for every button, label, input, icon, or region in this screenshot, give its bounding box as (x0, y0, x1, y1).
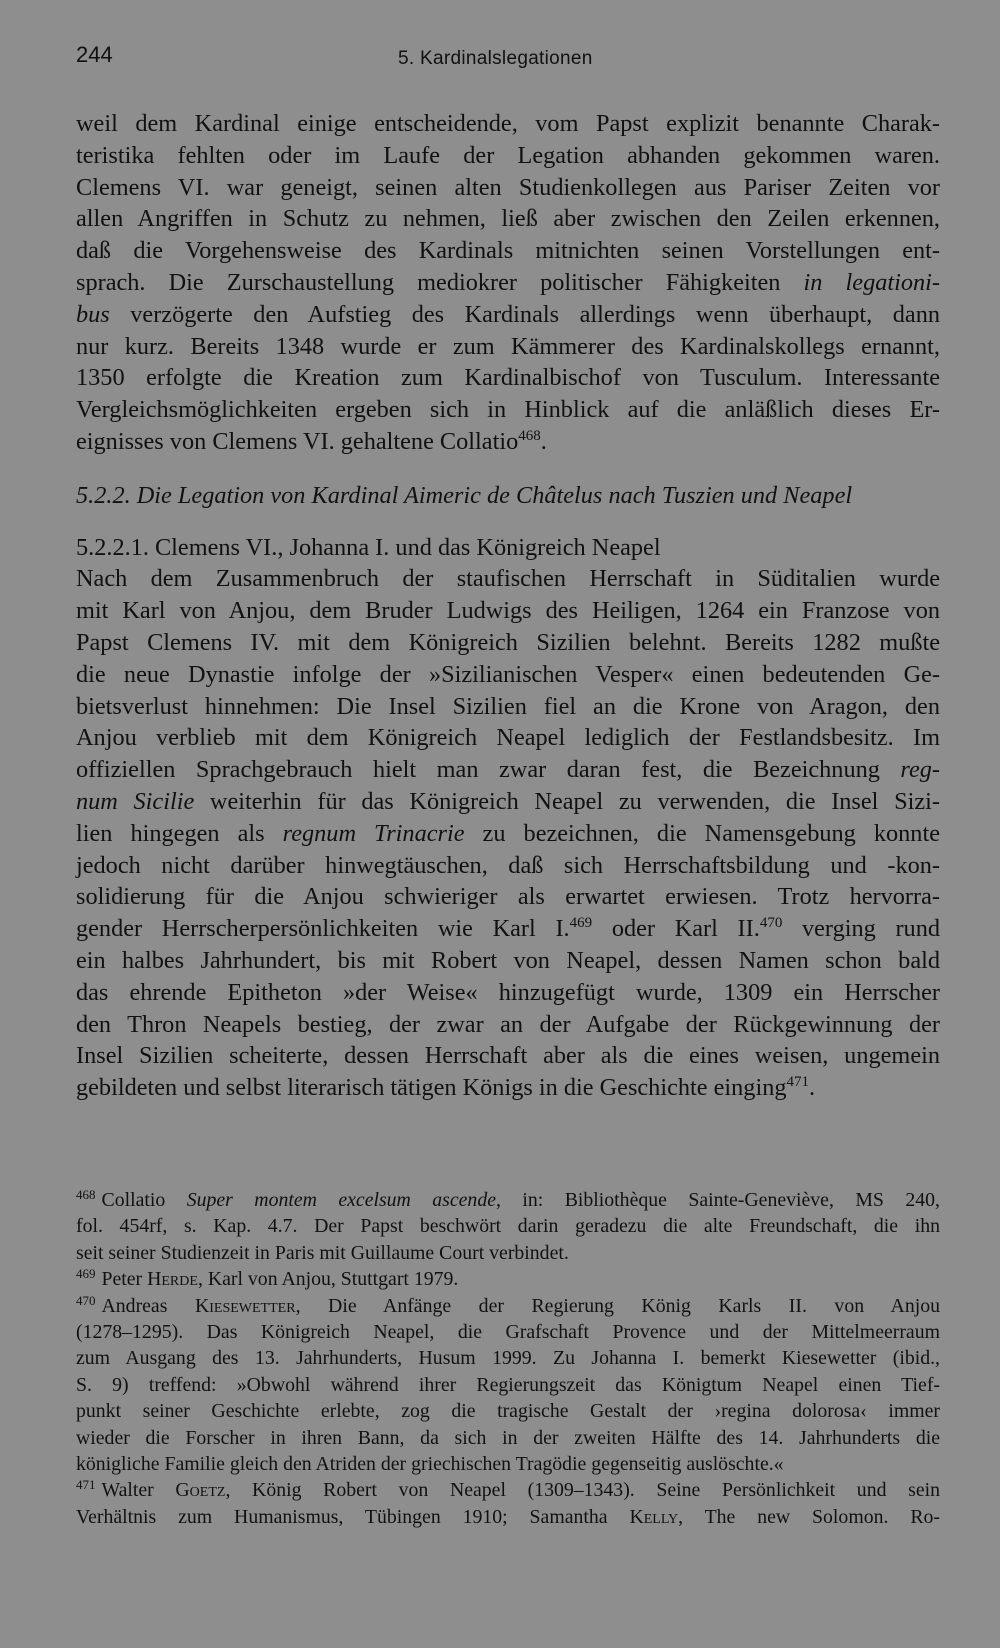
text-line: zum Ausgang des 13. Jahrhunderts, Husum 1999. Zu Johanna I. bemerkt Kiesewetter (ibid., (76, 1347, 940, 1370)
footnote-ref[interactable]: 470 (759, 915, 783, 932)
text-line (76, 786, 940, 818)
text-run: , in: Bibliothèque Sainte-Geneviève, MS 240, (496, 1189, 940, 1211)
text-run: lien hingegen als (76, 819, 283, 847)
text-line (76, 267, 940, 299)
text-line (76, 1293, 940, 1319)
text-line (76, 1266, 940, 1292)
main-text (76, 108, 940, 1104)
paragraph-1 (76, 108, 940, 458)
text-line: den Thron Neapels bestieg, der zwar an der Aufgabe der Rückgewinnung der (76, 1010, 940, 1038)
text-run: , Karl von Anjou, Stuttgart 1979. (197, 1268, 459, 1291)
footnote-470 (76, 1293, 940, 1478)
footnote-ref[interactable]: 468 (518, 427, 541, 444)
author-surname: Kiesewetter (194, 1294, 296, 1317)
author-surname: Goetz (175, 1479, 226, 1502)
text-line (76, 818, 940, 850)
text-run: Verhältnis zum Humanismus, Tübingen 1910; Samantha (76, 1505, 630, 1528)
footnotes (76, 1187, 940, 1530)
text-line: S. 9) treffend: »Obwohl während ihrer Regierungszeit das Königtum Neapel einen Tief- (76, 1373, 940, 1396)
running-head: 5. Kardinalslegationen (398, 48, 593, 69)
text-line: (1278–1295). Das Königreich Neapel, die Grafschaft Provence und der Mittelmeerraum (76, 1321, 940, 1344)
footnote-number: 469 (76, 1266, 96, 1282)
text-run: weiterhin für das Königreich Neapel zu verwenden, die Insel Sizi- (194, 787, 940, 815)
text-line: Papst Clemens IV. mit dem Königreich Sizilien belehnt. Bereits 1282 mußte (76, 628, 940, 656)
text-run: gender Herrscherpersönlichkeiten wie Karl I. (76, 915, 570, 943)
subsection-heading: 5.2.2.1. Clemens VI., Johanna I. und das Königreich Neapel (76, 533, 661, 561)
text-run: eignisses von Clemens VI. gehaltene Collatio (76, 427, 519, 455)
text-run: oder Karl II. (592, 915, 760, 943)
italic-term: num Sicilie (76, 787, 195, 815)
italic-term: regnum Trinacrie (282, 819, 465, 847)
text-line (76, 1072, 940, 1104)
text-run: offiziellen Sprachgebrauch hielt man zwar daran fest, die Bezeichnung (76, 756, 901, 784)
text-line: bietsverlust hinnehmen: Die Insel Sizilien fiel an die Krone von Aragon, den (76, 692, 940, 720)
text-run: , König Robert von Neapel (1309–1343). Seine Persönlichkeit und sein (225, 1479, 940, 1502)
text-run: Collatio (101, 1189, 187, 1211)
text-run: Andreas (101, 1294, 195, 1317)
text-line: königliche Familie gleich den Atriden der griechischen Tragödie gegenseitig auslöschte.« (76, 1453, 784, 1476)
text-line (76, 299, 940, 331)
text-line (76, 1187, 940, 1213)
text-line: Clemens VI. war geneigt, seinen alten Studienkollegen aus Pariser Zeiten vor (76, 173, 940, 201)
italic-term: in legationi- (803, 268, 941, 296)
text-line: ein halbes Jahrhundert, bis mit Robert von Neapel, dessen Namen schon bald (76, 946, 940, 974)
text-run: zu bezeichnen, die Namensgebung konnte (464, 819, 940, 847)
text-line: die neue Dynastie infolge der »Sizilianischen Vesper« einen bedeutenden Ge- (76, 660, 940, 688)
footnote-number: 468 (76, 1187, 96, 1202)
text-line: seit seiner Studienzeit in Paris mit Guillaume Court verbindet. (76, 1241, 569, 1264)
text-run: , The new Solomon. Ro- (678, 1505, 940, 1528)
text-line: mit Karl von Anjou, dem Bruder Ludwigs des Heiligen, 1264 ein Franzose von (76, 597, 940, 625)
footnote-ref[interactable]: 471 (786, 1074, 810, 1091)
text-run: sprach. Die Zurschaustellung mediokrer politischer Fähigkeiten (76, 268, 804, 296)
text-line: 1350 erfolgte die Kreation zum Kardinalbischof von Tusculum. Interessante (76, 364, 940, 392)
text-line: solidierung für die Anjou schwieriger als erwartet erwiesen. Trotz hervorra- (76, 883, 940, 911)
text-line: punkt seiner Geschichte erlebte, zog die tragische Gestalt der ›regina dolorosa‹ immer (76, 1400, 940, 1423)
footnote-number: 470 (76, 1292, 96, 1308)
text-line: nur kurz. Bereits 1348 wurde er zum Kämmerer des Kardinalskollegs ernannt, (76, 332, 940, 360)
paragraph-2 (76, 563, 940, 1104)
text-run: gebildeten und selbst literarisch tätigen Königs in die Geschichte einging (76, 1074, 787, 1102)
text-line (76, 426, 940, 458)
author-surname: Kelly (629, 1505, 679, 1528)
text-line: Insel Sizilien scheiterte, dessen Herrschaft aber als die eines weisen, ungemein (76, 1042, 940, 1070)
page-header (76, 42, 940, 82)
text-line: fol. 454rf, s. Kap. 4.7. Der Papst beschwört darin geradezu die alte Freundschaft, die ihn (76, 1215, 940, 1238)
footnote-ref[interactable]: 469 (569, 915, 593, 932)
footnote-471 (76, 1477, 940, 1530)
text-line (76, 1477, 940, 1503)
text-line: weil dem Kardinal einige entscheidende, vom Papst explizit benannte Charak- (76, 110, 940, 137)
text-run: . (540, 427, 547, 455)
text-line: das ehrende Epitheton »der Weise« hinzugefügt wurde, 1309 ein Herrscher (76, 978, 940, 1006)
italic-term: reg- (900, 756, 940, 784)
text-line (76, 754, 940, 786)
italic-term: bus (76, 300, 110, 328)
text-line (76, 1504, 940, 1530)
text-line: jedoch nicht darüber hinwegtäuschen, daß sich Herrschaftsbildung und -kon- (76, 851, 940, 879)
text-line: teristika fehlten oder im Laufe der Legation abhanden gekommen waren. (76, 141, 940, 169)
text-run: . (809, 1074, 816, 1102)
page-number: 244 (76, 42, 113, 67)
text-line: daß die Vorgehensweise des Kardinals mitnichten seinen Vorstellungen ent- (76, 237, 940, 265)
footnote-469 (76, 1266, 940, 1292)
text-line (76, 913, 940, 945)
italic-title: Super montem excelsum ascende (186, 1189, 496, 1211)
text-run: , Die Anfänge der Regierung König Karls II. von Anjou (295, 1294, 941, 1317)
footnote-468 (76, 1187, 940, 1266)
text-run: Peter (101, 1268, 148, 1291)
text-line: wieder die Forscher in ihren Bann, da sich in der zweiten Hälfte des 14. Jahrhunderts die (76, 1426, 940, 1449)
section-heading: 5.2.2. Die Legation von Kardinal Aimeric de Châtelus nach Tuszien und Neapel (76, 481, 853, 509)
text-line: Vergleichsmöglichkeiten ergeben sich in Hinblick auf die anläßlich dieses Er- (76, 396, 940, 424)
text-run: verging rund (782, 915, 941, 943)
text-line: Anjou verblieb mit dem Königreich Neapel lediglich der Festlandsbesitz. Im (76, 724, 940, 752)
text-line: Nach dem Zusammenbruch der staufischen Herrschaft in Süditalien wurde (76, 565, 940, 593)
text-run: verzögerte den Aufstieg des Kardinals allerdings wenn überhaupt, dann (109, 300, 940, 328)
text-run: Walter (101, 1479, 176, 1502)
text-line: allen Angriffen in Schutz zu nehmen, ließ aber zwischen den Zeilen erkennen, (76, 205, 940, 233)
footnote-number: 471 (76, 1477, 96, 1493)
author-surname: Herde (147, 1268, 198, 1291)
